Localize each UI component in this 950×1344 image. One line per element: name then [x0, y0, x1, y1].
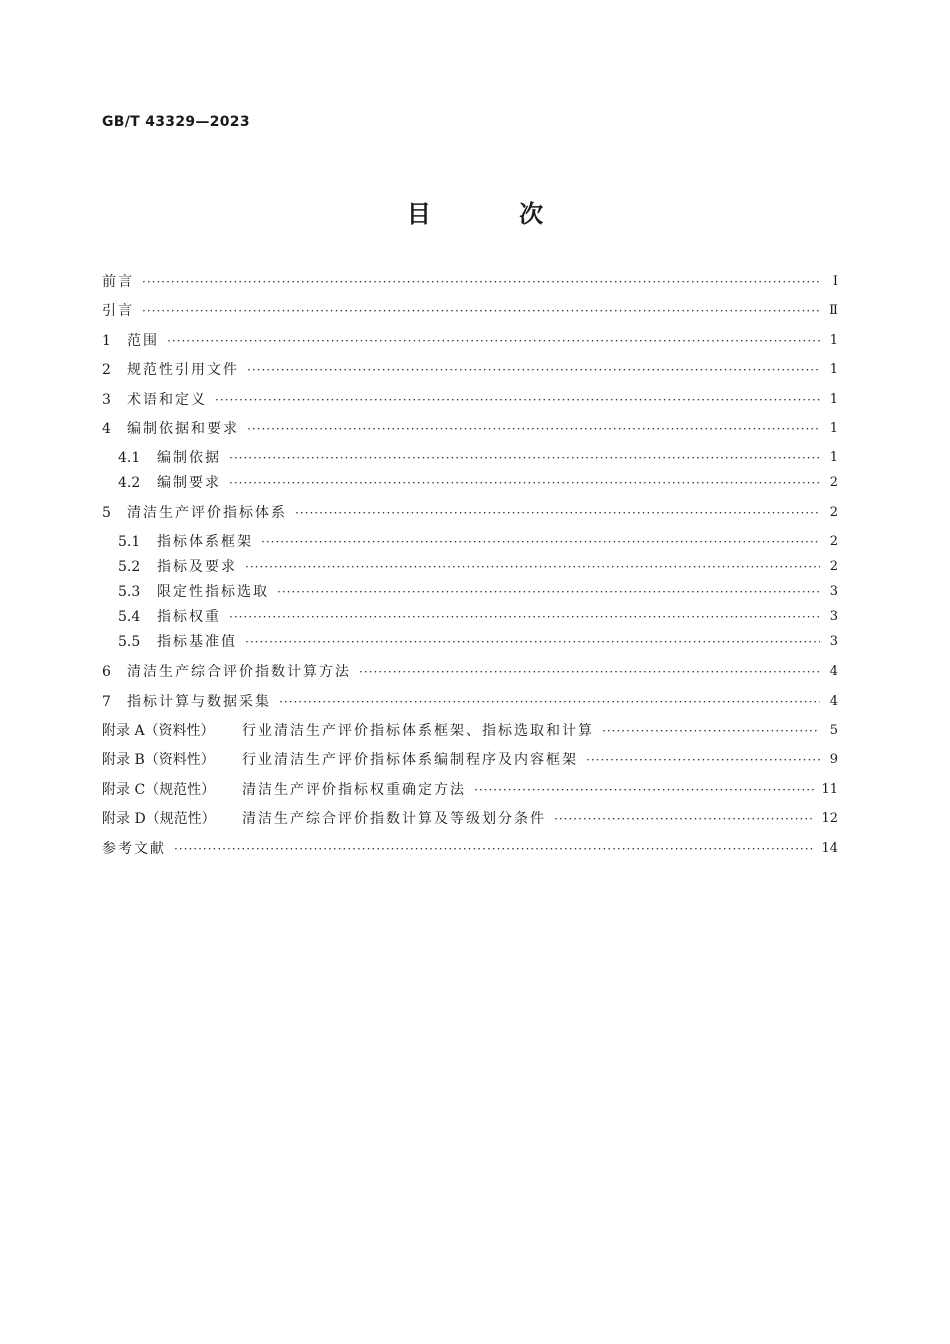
toc-entry-label: 指标计算与数据采集 [127, 694, 271, 710]
toc-entry-number: 6 [102, 664, 111, 680]
toc-entry-label: 编制依据 [157, 450, 221, 466]
toc-entry-page: 11 [821, 782, 838, 797]
leader-dots [215, 388, 820, 412]
toc-entry-number: 3 [102, 392, 111, 408]
leader-dots [474, 778, 815, 802]
toc-entry-number: 5.4 [118, 609, 141, 625]
toc-entry-label: 清洁生产评价指标权重确定方法 [242, 782, 466, 798]
toc-entry-section-5-3[interactable] [118, 580, 838, 604]
toc-entry-label: 行业清洁生产评价指标体系编制程序及内容框架 [242, 752, 578, 768]
toc-entry-number: 4.2 [118, 475, 141, 491]
toc-entry-section-7[interactable] [102, 690, 838, 714]
toc-entry-label: 术语和定义 [127, 392, 207, 408]
toc-entry-section-4[interactable] [102, 417, 838, 441]
toc-entry-label: 编制要求 [157, 475, 221, 491]
toc-entry-label: 范围 [127, 333, 159, 349]
toc-entry-section-4-2[interactable] [118, 471, 838, 495]
toc-entry-label: 前言 [102, 274, 134, 290]
toc-entry-number: 5.1 [118, 534, 141, 550]
toc-entry-page: 2 [829, 505, 838, 520]
leader-dots [247, 358, 820, 382]
toc-entry-number: 2 [102, 362, 111, 378]
toc-entry-page: 12 [821, 811, 838, 826]
toc-entry-section-5-1[interactable] [118, 530, 838, 554]
toc-entry-page: 9 [829, 752, 838, 767]
toc-entry-label: 指标体系框架 [157, 534, 253, 550]
leader-dots [245, 555, 820, 579]
toc-entry-page: Ⅰ [832, 274, 838, 289]
leader-dots [142, 270, 820, 294]
toc-entry-annex-c[interactable] [102, 778, 838, 802]
toc-entry-foreword[interactable] [102, 270, 838, 294]
toc-entry-number: 附录 A（资料性） [102, 723, 215, 739]
toc-entry-section-2[interactable] [102, 358, 838, 382]
toc-entry-annex-a[interactable] [102, 719, 838, 743]
toc-entry-label: 编制依据和要求 [127, 421, 239, 437]
leader-dots [247, 417, 820, 441]
toc-entry-number: 7 [102, 694, 111, 710]
toc-entry-number: 附录 C（规范性） [102, 782, 216, 798]
toc-entry-bibliography[interactable] [102, 837, 838, 861]
toc-entry-page: 3 [829, 609, 838, 624]
toc-entry-number: 5.5 [118, 634, 141, 650]
toc-entry-page: 1 [829, 450, 838, 465]
toc-entry-annex-b[interactable] [102, 748, 838, 772]
toc-entry-label: 行业清洁生产评价指标体系框架、指标选取和计算 [242, 723, 594, 739]
toc-entry-section-3[interactable] [102, 388, 838, 412]
toc-entry-page: 5 [829, 723, 838, 738]
toc-entry-page: 3 [829, 584, 838, 599]
toc-entry-page: 2 [829, 559, 838, 574]
toc-entry-section-5-5[interactable] [118, 630, 838, 654]
toc-entry-number: 1 [102, 333, 111, 349]
toc-entry-page: 1 [829, 362, 838, 377]
leader-dots [229, 446, 820, 470]
toc-entry-number: 5.2 [118, 559, 141, 575]
toc-entry-page: 1 [829, 421, 838, 436]
toc-entry-number: 5.3 [118, 584, 141, 600]
toc-entry-page: 3 [829, 634, 838, 649]
toc-entry-introduction[interactable] [102, 299, 838, 323]
toc-entry-number: 4 [102, 421, 111, 437]
toc-entry-label: 清洁生产综合评价指数计算及等级划分条件 [242, 811, 546, 827]
toc-entry-section-5-2[interactable] [118, 555, 838, 579]
leader-dots [359, 660, 820, 684]
leader-dots [279, 690, 820, 714]
toc-entry-label: 限定性指标选取 [157, 584, 269, 600]
toc-entry-annex-d[interactable] [102, 807, 838, 831]
toc-entry-label: 指标及要求 [157, 559, 237, 575]
leader-dots [295, 501, 820, 525]
leader-dots [142, 299, 820, 323]
toc-entry-section-1[interactable] [102, 329, 838, 353]
toc-entry-label: 参考文献 [102, 841, 166, 857]
toc-entry-page: 1 [829, 392, 838, 407]
leader-dots [277, 580, 820, 604]
toc-entry-label: 指标基准值 [157, 634, 237, 650]
leader-dots [554, 807, 815, 831]
leader-dots [167, 329, 820, 353]
toc-entry-section-4-1[interactable] [118, 446, 838, 470]
leader-dots [229, 471, 820, 495]
toc-entry-page: 4 [829, 694, 838, 709]
leader-dots [602, 719, 820, 743]
leader-dots [229, 605, 820, 629]
toc-entry-number: 附录 D（规范性） [102, 811, 216, 827]
toc-entry-label: 清洁生产评价指标体系 [127, 505, 287, 521]
toc-entry-page: 2 [829, 534, 838, 549]
toc-entry-page: 1 [829, 333, 838, 348]
toc-entry-label: 指标权重 [157, 609, 221, 625]
toc-entry-number: 附录 B（资料性） [102, 752, 215, 768]
toc-entry-number: 4.1 [118, 450, 141, 466]
standard-code: GB/T 43329—2023 [102, 114, 250, 130]
toc-entry-section-6[interactable] [102, 660, 838, 684]
toc-entry-page: Ⅱ [829, 303, 838, 318]
leader-dots [586, 748, 820, 772]
toc-title: 目 次 [406, 200, 584, 228]
toc-entry-label: 规范性引用文件 [127, 362, 239, 378]
toc-entry-section-5-4[interactable] [118, 605, 838, 629]
toc-entry-label: 引言 [102, 303, 134, 319]
leader-dots [261, 530, 820, 554]
leader-dots [174, 837, 815, 861]
toc-entry-page: 2 [829, 475, 838, 490]
toc-entry-section-5[interactable] [102, 501, 838, 525]
leader-dots [245, 630, 820, 654]
toc-entry-page: 14 [821, 841, 838, 856]
toc-entry-number: 5 [102, 505, 111, 521]
toc-entry-label: 清洁生产综合评价指数计算方法 [127, 664, 351, 680]
toc-entry-page: 4 [829, 664, 838, 679]
